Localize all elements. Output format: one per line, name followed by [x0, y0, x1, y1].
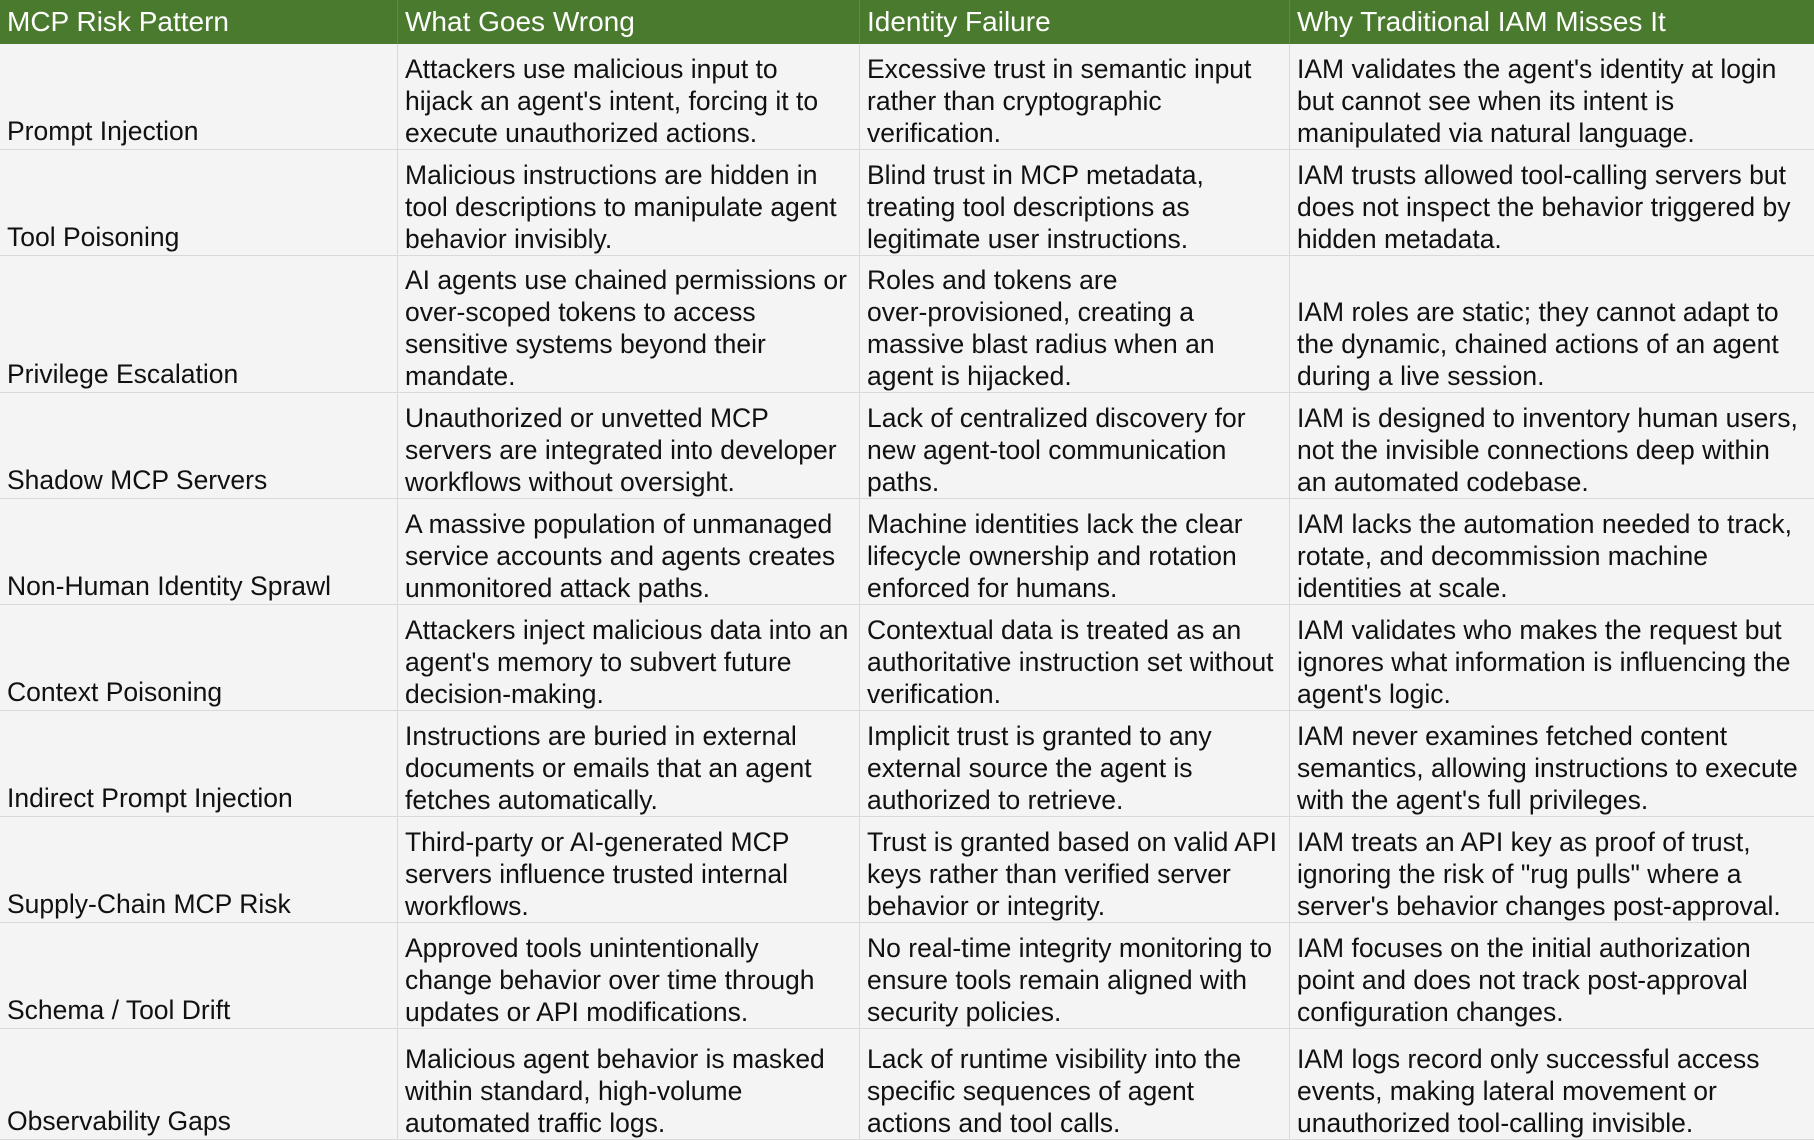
cell-text-line: Supply-Chain MCP Risk [7, 889, 291, 919]
cell-identity-failure [860, 499, 1290, 605]
cell-text-line: unauthorized tool-calling invisible. [1297, 1108, 1694, 1138]
cell-text-line: configuration changes. [1297, 997, 1564, 1027]
cell-text-line: Blind trust in MCP metadata, [867, 160, 1204, 190]
cell-text-line: execute unauthorized actions. [405, 118, 758, 148]
cell-text-line: Machine identities lack the clear [867, 509, 1243, 539]
header-what-goes-wrong: What Goes Wrong [398, 0, 860, 44]
cell-text-line: verification. [867, 118, 1002, 148]
cell-text-line: tool descriptions to manipulate agent [405, 192, 837, 222]
cell-text-line: mandate. [405, 361, 516, 391]
cell-text-line: service accounts and agents creates [405, 541, 836, 571]
cell-identity-failure [860, 393, 1290, 499]
cell-why-iam-misses [1290, 605, 1814, 711]
cell-risk-pattern [0, 44, 398, 150]
cell-text-line: Excessive trust in semantic input [867, 54, 1252, 84]
cell-what-goes-wrong [398, 817, 860, 923]
cell-identity-failure [860, 605, 1290, 711]
cell-text-line: manipulated via natural language. [1297, 118, 1695, 148]
cell-text-line: documents or emails that an agent [405, 753, 812, 783]
cell-risk-pattern [0, 711, 398, 817]
cell-text-line: IAM roles are static; they cannot adapt to [1297, 297, 1779, 327]
cell-text-line: new agent-tool communication [867, 435, 1227, 465]
cell-what-goes-wrong [398, 256, 860, 393]
cell-text-line: Schema / Tool Drift [7, 995, 231, 1025]
cell-text-line: IAM validates who makes the request but [1297, 615, 1782, 645]
cell-text-line: IAM logs record only successful access [1297, 1044, 1760, 1074]
cell-identity-failure [860, 256, 1290, 393]
cell-text-line: servers are integrated into developer [405, 435, 837, 465]
cell-text-line: workflows without oversight. [405, 467, 735, 497]
cell-text-line: servers influence trusted internal [405, 859, 788, 889]
cell-text-line: Implicit trust is granted to any [867, 721, 1212, 751]
cell-text-line: authorized to retrieve. [867, 785, 1124, 815]
cell-text-line: authoritative instruction set without [867, 647, 1274, 677]
cell-text-line: server's behavior changes post-approval. [1297, 891, 1781, 921]
header-mcp-risk-pattern: MCP Risk Pattern [0, 0, 398, 44]
cell-text-line: rather than cryptographic [867, 86, 1162, 116]
cell-text-line: IAM treats an API key as proof of trust, [1297, 827, 1751, 857]
cell-text-line: actions and tool calls. [867, 1108, 1121, 1138]
cell-text-line: external source the agent is [867, 753, 1193, 783]
cell-why-iam-misses [1290, 923, 1814, 1029]
cell-risk-pattern [0, 605, 398, 711]
cell-text-line: Context Poisoning [7, 677, 223, 707]
cell-text-line: A massive population of unmanaged [405, 509, 833, 539]
cell-text-line: fetches automatically. [405, 785, 658, 815]
cell-text-line: Attackers use malicious input to [405, 54, 778, 84]
cell-text-line: AI agents use chained permissions or [405, 265, 847, 295]
cell-identity-failure [860, 923, 1290, 1029]
cell-text-line: lifecycle ownership and rotation [867, 541, 1237, 571]
cell-what-goes-wrong [398, 605, 860, 711]
cell-text-line: enforced for humans. [867, 573, 1118, 603]
cell-what-goes-wrong [398, 44, 860, 150]
cell-risk-pattern [0, 256, 398, 393]
cell-what-goes-wrong [398, 1029, 860, 1140]
cell-text-line: Privilege Escalation [7, 359, 239, 389]
cell-text-line: automated traffic logs. [405, 1108, 666, 1138]
cell-text-line: keys rather than verified server [867, 859, 1231, 889]
cell-text-line: Roles and tokens are [867, 265, 1118, 295]
cell-risk-pattern [0, 1029, 398, 1140]
cell-identity-failure [860, 817, 1290, 923]
cell-why-iam-misses [1290, 393, 1814, 499]
cell-text-line: agent's logic. [1297, 679, 1451, 709]
cell-risk-pattern [0, 150, 398, 256]
cell-text-line: IAM never examines fetched content [1297, 721, 1728, 751]
cell-text-line: treating tool descriptions as [867, 192, 1190, 222]
cell-text-line: Lack of centralized discovery for [867, 403, 1246, 433]
cell-text-line: IAM is designed to inventory human users, [1297, 403, 1798, 433]
cell-text-line: behavior invisibly. [405, 224, 613, 254]
cell-text-line: updates or API modifications. [405, 997, 749, 1027]
cell-text-line: hidden metadata. [1297, 224, 1502, 254]
cell-text-line: security policies. [867, 997, 1062, 1027]
cell-why-iam-misses [1290, 256, 1814, 393]
cell-text-line: specific sequences of agent [867, 1076, 1195, 1106]
header-identity-failure: Identity Failure [860, 0, 1290, 44]
cell-risk-pattern [0, 923, 398, 1029]
cell-text-line: No real-time integrity monitoring to [867, 933, 1273, 963]
cell-text-line: an automated codebase. [1297, 467, 1589, 497]
cell-text-line: does not inspect the behavior triggered by [1297, 192, 1791, 222]
cell-why-iam-misses [1290, 711, 1814, 817]
cell-text-line: workflows. [405, 891, 529, 921]
cell-text-line: IAM validates the agent's identity at login [1297, 54, 1777, 84]
cell-text-line: Malicious instructions are hidden in [405, 160, 818, 190]
cell-text-line: Approved tools unintentionally [405, 933, 759, 963]
cell-text-line: not the invisible connections deep within [1297, 435, 1770, 465]
cell-risk-pattern [0, 817, 398, 923]
cell-text-line: Non-Human Identity Sprawl [7, 571, 332, 601]
cell-text-line: with the agent's full privileges. [1297, 785, 1649, 815]
cell-text-line: Contextual data is treated as an [867, 615, 1242, 645]
cell-text-line: agent's memory to subvert future [405, 647, 792, 677]
cell-text-line: IAM focuses on the initial authorization [1297, 933, 1751, 963]
cell-text-line: identities at scale. [1297, 573, 1508, 603]
cell-text-line: within standard, high-volume [405, 1076, 743, 1106]
cell-what-goes-wrong [398, 711, 860, 817]
cell-identity-failure [860, 44, 1290, 150]
cell-risk-pattern [0, 499, 398, 605]
header-why-iam-misses: Why Traditional IAM Misses It [1290, 0, 1814, 44]
cell-text-line: Trust is granted based on valid API [867, 827, 1277, 857]
cell-text-line: Lack of runtime visibility into the [867, 1044, 1242, 1074]
cell-what-goes-wrong [398, 150, 860, 256]
cell-text-line: over-scoped tokens to access [405, 297, 756, 327]
cell-text-line: point and does not track post-approval [1297, 965, 1748, 995]
cell-why-iam-misses [1290, 150, 1814, 256]
cell-what-goes-wrong [398, 499, 860, 605]
cell-text-line: unmonitored attack paths. [405, 573, 710, 603]
cell-text-line: Attackers inject malicious data into an [405, 615, 849, 645]
cell-text-line: paths. [867, 467, 940, 497]
cell-text-line: Observability Gaps [7, 1106, 231, 1136]
cell-text-line: agent is hijacked. [867, 361, 1072, 391]
cell-identity-failure [860, 150, 1290, 256]
cell-text-line: sensitive systems beyond their [405, 329, 766, 359]
cell-text-line: but cannot see when its intent is [1297, 86, 1675, 116]
cell-text-line: Tool Poisoning [7, 222, 180, 252]
cell-text-line: the dynamic, chained actions of an agent [1297, 329, 1779, 359]
cell-text-line: behavior or integrity. [867, 891, 1106, 921]
cell-text-line: decision-making. [405, 679, 604, 709]
cell-what-goes-wrong [398, 923, 860, 1029]
cell-text-line: Shadow MCP Servers [7, 465, 268, 495]
cell-text-line: Unauthorized or unvetted MCP [405, 403, 769, 433]
cell-why-iam-misses [1290, 817, 1814, 923]
cell-why-iam-misses [1290, 1029, 1814, 1140]
cell-text-line: ensure tools remain aligned with [867, 965, 1248, 995]
cell-text-line: verification. [867, 679, 1002, 709]
cell-text-line: Instructions are buried in external [405, 721, 797, 751]
cell-text-line: Third-party or AI-generated MCP [405, 827, 790, 857]
cell-identity-failure [860, 711, 1290, 817]
cell-text-line: over-provisioned, creating a [867, 297, 1195, 327]
cell-text-line: IAM lacks the automation needed to track, [1297, 509, 1792, 539]
cell-why-iam-misses [1290, 499, 1814, 605]
cell-text-line: Malicious agent behavior is masked [405, 1044, 825, 1074]
cell-text-line: IAM trusts allowed tool-calling servers but [1297, 160, 1786, 190]
cell-text-line: rotate, and decommission machine [1297, 541, 1708, 571]
cell-identity-failure [860, 1029, 1290, 1140]
cell-text-line: hijack an agent's intent, forcing it to [405, 86, 819, 116]
cell-why-iam-misses [1290, 44, 1814, 150]
cell-text-line: events, making lateral movement or [1297, 1076, 1717, 1106]
cell-text-line: ignoring the risk of "rug pulls" where a [1297, 859, 1742, 889]
cell-text-line: massive blast radius when an [867, 329, 1215, 359]
cell-text-line: change behavior over time through [405, 965, 815, 995]
cell-text-line: Prompt Injection [7, 116, 199, 146]
cell-text-line: Indirect Prompt Injection [7, 783, 293, 813]
cell-text-line: during a live session. [1297, 361, 1545, 391]
cell-text-line: legitimate user instructions. [867, 224, 1189, 254]
cell-risk-pattern [0, 393, 398, 499]
cell-what-goes-wrong [398, 393, 860, 499]
cell-text-line: ignores what information is influencing the [1297, 647, 1791, 677]
cell-text-line: semantics, allowing instructions to execute [1297, 753, 1798, 783]
